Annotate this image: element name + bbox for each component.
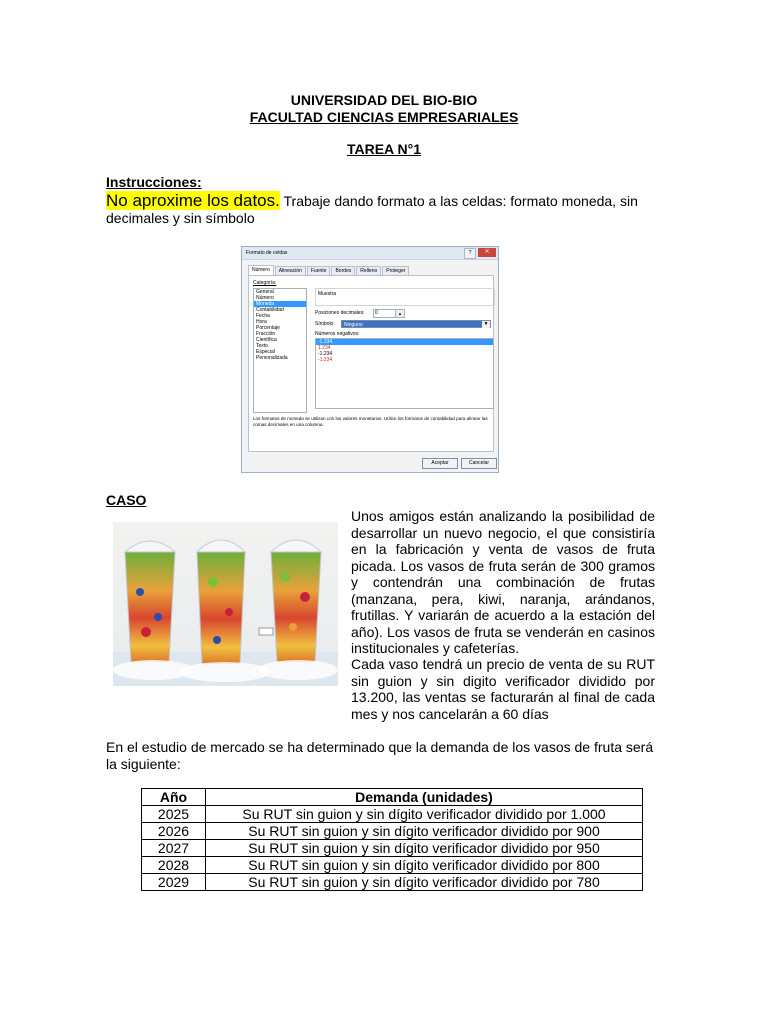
category-item-selected[interactable]: Moneda	[254, 301, 306, 307]
dialog-panel	[248, 275, 494, 452]
dialog-description: Los formatos de moneda se utilizan con los valores monetarios. Utilice los formatos de contabilidad para alinear las comas decimales en una columna.	[253, 416, 488, 427]
university-title: UNIVERSIDAD DEL BIO-BIO	[290, 92, 478, 108]
instructions-text: Trabaje dando formato a las celdas: formato moneda, sin decimales y sin símbolo	[106, 193, 638, 226]
ok-button[interactable]: Aceptar	[422, 458, 458, 469]
negative-option[interactable]: -1.234	[316, 339, 493, 345]
table-row	[142, 806, 643, 823]
table-header-row	[142, 789, 643, 806]
help-button[interactable]: ?	[464, 248, 476, 259]
category-item[interactable]: Científica	[256, 337, 277, 343]
table-row	[142, 823, 643, 840]
cell-demand: Su RUT sin guion y sin dígito verificador dividido por 1.000	[206, 806, 643, 823]
close-button[interactable]: ✕	[478, 248, 496, 257]
negative-numbers-list[interactable]	[315, 338, 494, 409]
market-intro: En el estudio de mercado se ha determinado que la demanda de los vasos de fruta será la siguiente:	[106, 739, 654, 772]
decimals-input[interactable]: 0	[373, 309, 396, 318]
cell-demand: Su RUT sin guion y sin dígito verificador dividido por 950	[206, 840, 643, 857]
caso-heading: CASO	[106, 492, 147, 508]
symbol-value: Ninguno	[344, 322, 363, 328]
table-row	[142, 874, 643, 891]
tab-fuente[interactable]: Fuente	[307, 266, 331, 276]
task-title: TAREA N°1	[346, 141, 422, 157]
tab-bordes[interactable]: Bordes	[331, 266, 355, 276]
faculty-title: FACULTAD CIENCIAS EMPRESARIALES	[249, 109, 519, 125]
category-item[interactable]: Fecha	[256, 313, 270, 319]
decimals-spinner[interactable]: ▲	[395, 309, 405, 318]
header-demand: Demanda (unidades)	[206, 789, 643, 806]
chevron-down-icon: ▼	[483, 321, 489, 327]
sample-label: Muestra	[318, 291, 337, 297]
cell-year: 2026	[142, 823, 206, 840]
demand-table	[141, 788, 643, 891]
fruit-cups-image	[113, 522, 338, 686]
caso-paragraph-1: Unos amigos están analizando la posibilidad de desarrollar un nuevo negocio, el que consistiría en la fabricación y venta de vasos de fruta picada. Los vasos de fruta serán de 300 gramos y contendrán una combinación de frutas (manzana, pera, kiwi, naranja, arándanos, frutillas. Y variarán de acuerdo a la estación del año). Los vasos de fruta se venderán en casinos institucionales y cafeterías.	[351, 508, 655, 656]
tab-alineacion[interactable]: Alineación	[275, 266, 306, 276]
table-row	[142, 857, 643, 874]
dialog-title: Formato de celdas	[246, 250, 288, 256]
table-row	[142, 840, 643, 857]
category-item[interactable]: Texto	[256, 343, 268, 349]
cell-demand: Su RUT sin guion y sin dígito verificador dividido por 800	[206, 857, 643, 874]
dialog-tabs	[248, 265, 410, 275]
category-item[interactable]: Fracción	[256, 331, 276, 337]
negative-option[interactable]: -1.234	[318, 351, 333, 357]
cell-demand: Su RUT sin guion y sin dígito verificador dividido por 900	[206, 823, 643, 840]
cell-year: 2028	[142, 857, 206, 874]
category-item[interactable]: General	[256, 289, 274, 295]
negative-option[interactable]: 1.234	[318, 345, 331, 351]
cell-year: 2025	[142, 806, 206, 823]
negative-option[interactable]: -1.234	[318, 357, 333, 363]
cell-year: 2027	[142, 840, 206, 857]
tab-numero[interactable]: Número	[248, 265, 274, 276]
category-label: Categoría:	[253, 280, 277, 286]
category-item[interactable]: Especial	[256, 349, 275, 355]
category-item[interactable]: Hora	[256, 319, 267, 325]
sample-box	[315, 288, 495, 306]
format-cells-dialog	[241, 246, 499, 473]
category-item[interactable]: Contabilidad	[256, 307, 284, 313]
header-year: Año	[142, 789, 206, 806]
category-item[interactable]: Número	[256, 295, 274, 301]
cell-demand: Su RUT sin guion y sin dígito verificador dividido por 780	[206, 874, 643, 891]
tab-relleno[interactable]: Relleno	[356, 266, 381, 276]
tab-proteger[interactable]: Proteger	[382, 266, 409, 276]
dialog-titlebar	[242, 247, 498, 260]
instructions-heading: Instrucciones:	[106, 174, 202, 190]
caso-paragraph-2: Cada vaso tendrá un precio de venta de su RUT sin guion y sin digito verificador dividido por 13.200, las ventas se facturarán al final de cada mes y nos cancelarán a 60 días	[351, 656, 655, 722]
symbol-select[interactable]	[341, 320, 491, 328]
instructions-highlight: No aproxime los datos.	[106, 191, 280, 210]
instructions-paragraph	[106, 193, 662, 226]
symbol-label: Símbolo:	[315, 321, 335, 327]
category-item[interactable]: Personalizada	[256, 355, 288, 361]
negative-label: Números negativos:	[315, 331, 360, 337]
cell-year: 2029	[142, 874, 206, 891]
category-item[interactable]: Porcentaje	[256, 325, 280, 331]
cancel-button[interactable]: Cancelar	[461, 458, 497, 469]
category-list[interactable]	[253, 288, 307, 413]
decimals-label: Posiciones decimales:	[315, 310, 365, 316]
